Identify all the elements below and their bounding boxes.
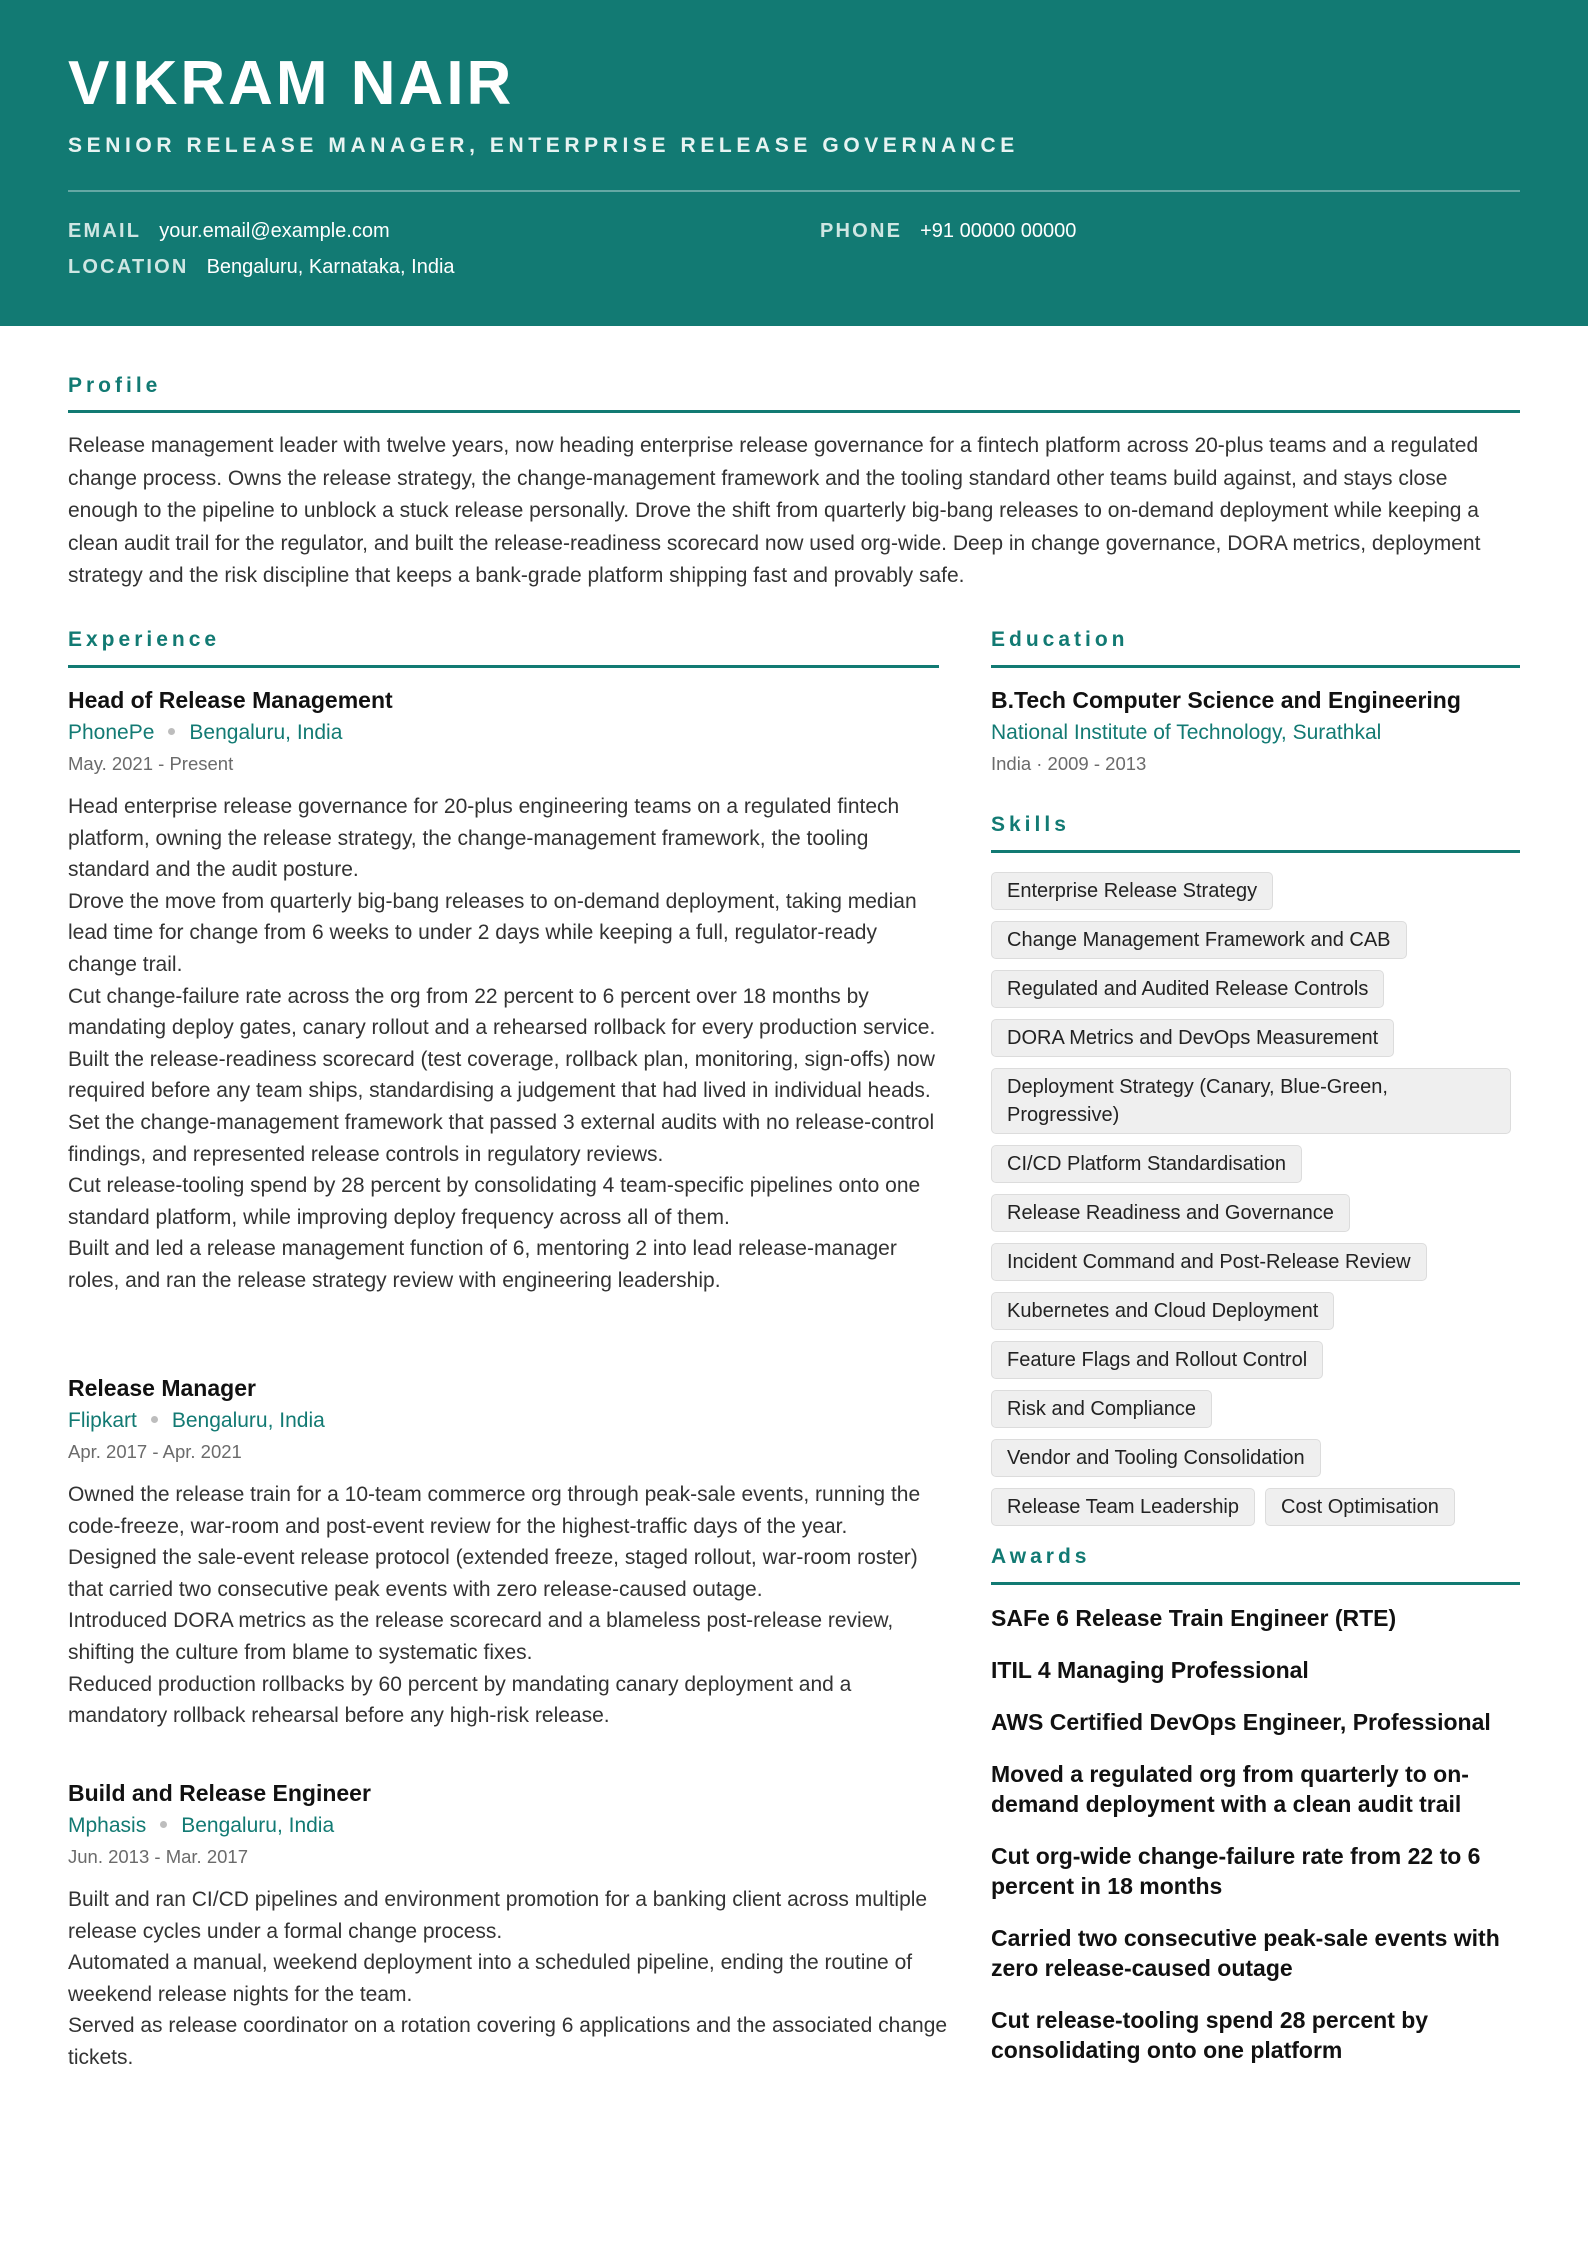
job-meta — [68, 717, 948, 749]
skill-chip: Vendor and Tooling Consolidation — [991, 1439, 1321, 1477]
job-meta — [68, 1405, 948, 1437]
job-bullet: Set the change-management framework that passed 3 external audits with no release-control findings, and represented release controls in regulatory reviews. — [68, 1110, 935, 1166]
experience-divider — [68, 665, 939, 668]
job-bullet: Reduced production rollbacks by 60 percent by mandating canary deployment and a mandatory rollback rehearsal before any high-risk release. — [68, 1672, 852, 1728]
education-entry — [991, 684, 1521, 779]
job-bullet: Drove the move from quarterly big-bang releases to on-demand deployment, taking median lead time for change from 6 weeks to under 2 days while keeping a full, regulator-ready change trail. — [68, 889, 917, 976]
separator-dot-icon — [160, 1821, 167, 1828]
job-bullet: Cut release-tooling spend by 28 percent by consolidating 4 team-specific pipelines onto one standard platform, while improving deploy frequency across all of them. — [68, 1174, 921, 1229]
skill-chip: DORA Metrics and DevOps Measurement — [991, 1019, 1394, 1057]
separator-dot-icon — [168, 728, 175, 735]
award-item: ITIL 4 Managing Professional — [991, 1657, 1309, 1683]
contact-email-label: EMAIL — [68, 220, 142, 242]
job-bullet: Introduced DORA metrics as the release scorecard and a blameless post-release review, shifting the culture from blame to systematic fixes. — [68, 1609, 894, 1664]
job-title: Head of Release Management — [68, 687, 393, 713]
job-bullet: Built and led a release management function of 6, mentoring 2 into lead release-manager roles, and ran the release strategy review with engineering leadership. — [68, 1237, 897, 1292]
resume-header — [0, 0, 1588, 326]
skill-chip: Cost Optimisation — [1265, 1488, 1455, 1526]
contact-location-label: LOCATION — [68, 256, 189, 278]
separator-dot-icon — [151, 1416, 158, 1423]
contact-location — [68, 254, 455, 280]
job-bullets — [68, 1884, 948, 2074]
job-bullet: Served as release coordinator on a rotation covering 6 applications and the associated change tickets. — [68, 2014, 948, 2069]
job-entry — [68, 684, 948, 1297]
job-location: Bengaluru, India — [189, 721, 343, 744]
education-divider — [991, 665, 1520, 668]
skills-heading: Skills — [991, 813, 1070, 836]
profile-divider — [68, 410, 1520, 413]
skill-chip: Kubernetes and Cloud Deployment — [991, 1292, 1334, 1330]
job-location: Bengaluru, India — [171, 1409, 325, 1432]
experience-heading: Experience — [68, 628, 221, 651]
education-heading: Education — [991, 628, 1129, 651]
job-bullets — [68, 1479, 948, 1732]
skill-chip: CI/CD Platform Standardisation — [991, 1145, 1302, 1183]
skill-chip: Feature Flags and Rollout Control — [991, 1341, 1323, 1379]
contact-email — [68, 218, 390, 244]
skill-chip: Enterprise Release Strategy — [991, 872, 1273, 910]
job-bullet: Automated a manual, weekend deployment into a scheduled pipeline, ending the routine of weekend release nights for the team. — [68, 1951, 913, 2006]
contact-phone-value[interactable]: +91 00000 00000 — [920, 220, 1077, 242]
skill-chip: Incident Command and Post-Release Review — [991, 1243, 1427, 1281]
skill-chip: Change Management Framework and CAB — [991, 921, 1407, 959]
job-title: Build and Release Engineer — [68, 1780, 371, 1806]
skill-chip: Deployment Strategy (Canary, Blue-Green, Progressive) — [991, 1068, 1511, 1134]
job-bullets — [68, 791, 948, 1297]
job-company: PhonePe — [68, 721, 155, 744]
job-bullet: Owned the release train for a 10-team commerce org through peak-sale events, running the code-freeze, war-room and post-event review for the highest-traffic days of the year. — [68, 1483, 921, 1538]
job-location: Bengaluru, India — [181, 1814, 335, 1837]
award-item: Moved a regulated org from quarterly to on-demand deployment with a clean audit trail — [991, 1761, 1469, 1817]
award-item: Carried two consecutive peak-sale events with zero release-caused outage — [991, 1925, 1500, 1981]
profile-summary: Release management leader with twelve years, now heading enterprise release governance for a fintech platform across 20-plus teams and a regulated change process. Owns the release strategy, the change-management framework and the tooling standard other teams build against, and stays close enough to the pipeline to unblock a stuck release personally. Drove the shift from quarterly big-bang releases to on-demand deployment while keeping a clean audit trail for the regulator, and built the release-readiness scorecard now used org-wide. Deep in change governance, DORA metrics, deployment strategy and the risk discipline that keeps a bank-grade platform shipping fast and provably safe. — [68, 434, 1481, 587]
skill-chip: Risk and Compliance — [991, 1390, 1212, 1428]
award-item: Cut org-wide change-failure rate from 22 to 6 percent in 18 months — [991, 1843, 1481, 1899]
job-bullet: Designed the sale-event release protocol (extended freeze, staged rollout, war-room roster) that carried two consecutive peak events with zero release-caused outage. — [68, 1546, 918, 1601]
job-entry — [68, 1372, 948, 1732]
job-entry — [68, 1777, 948, 2074]
contact-email-value[interactable]: your.email@example.com — [159, 220, 390, 242]
awards-list — [991, 1603, 1531, 2087]
profile-heading: Profile — [68, 374, 162, 397]
job-company: Flipkart — [68, 1409, 137, 1432]
job-bullet: Head enterprise release governance for 20-plus engineering teams on a regulated fintech platform, owning the release strategy, the change-management framework, the tooling standard and the audit posture. — [68, 795, 900, 882]
education-details: India · 2009 - 2013 — [991, 753, 1147, 774]
header-divider — [68, 190, 1520, 192]
contact-phone — [820, 218, 1076, 244]
education-degree: B.Tech Computer Science and Engineering — [991, 687, 1461, 713]
job-dates: May. 2021 - Present — [68, 753, 234, 774]
skill-chip: Release Readiness and Governance — [991, 1194, 1350, 1232]
contact-phone-label: PHONE — [820, 220, 903, 242]
skill-chip: Release Team Leadership — [991, 1488, 1255, 1526]
education-school: National Institute of Technology, Surathkal — [991, 721, 1382, 744]
job-company: Mphasis — [68, 1814, 147, 1837]
contact-location-value: Bengaluru, Karnataka, India — [206, 256, 455, 278]
job-dates: Apr. 2017 - Apr. 2021 — [68, 1441, 242, 1462]
skills-divider — [991, 850, 1520, 853]
job-meta — [68, 1810, 948, 1842]
job-bullet: Cut change-failure rate across the org from 22 percent to 6 percent over 18 months by mandating deploy gates, canary rollout and a rehearsed rollback for every production service. — [68, 984, 936, 1040]
job-dates: Jun. 2013 - Mar. 2017 — [68, 1846, 248, 1867]
skill-chip: Regulated and Audited Release Controls — [991, 970, 1384, 1008]
job-bullet: Built the release-readiness scorecard (test coverage, rollback plan, monitoring, sign-offs) now required before any team ships, standardising a judgement that had lived in individual heads. — [68, 1047, 935, 1103]
awards-divider — [991, 1582, 1520, 1585]
awards-heading: Awards — [991, 1545, 1091, 1568]
award-item: Cut release-tooling spend 28 percent by consolidating onto one platform — [991, 2007, 1429, 2063]
job-title: Release Manager — [68, 1375, 256, 1401]
award-item: SAFe 6 Release Train Engineer (RTE) — [991, 1605, 1397, 1631]
award-item: AWS Certified DevOps Engineer, Professional — [991, 1709, 1491, 1735]
skills-list — [991, 872, 1531, 1526]
job-bullet: Built and ran CI/CD pipelines and environment promotion for a banking client across multiple release cycles under a formal change process. — [68, 1888, 928, 1943]
candidate-title: SENIOR RELEASE MANAGER, ENTERPRISE RELEASE GOVERNANCE — [68, 134, 1019, 157]
candidate-name: VIKRAM NAIR — [68, 49, 515, 118]
